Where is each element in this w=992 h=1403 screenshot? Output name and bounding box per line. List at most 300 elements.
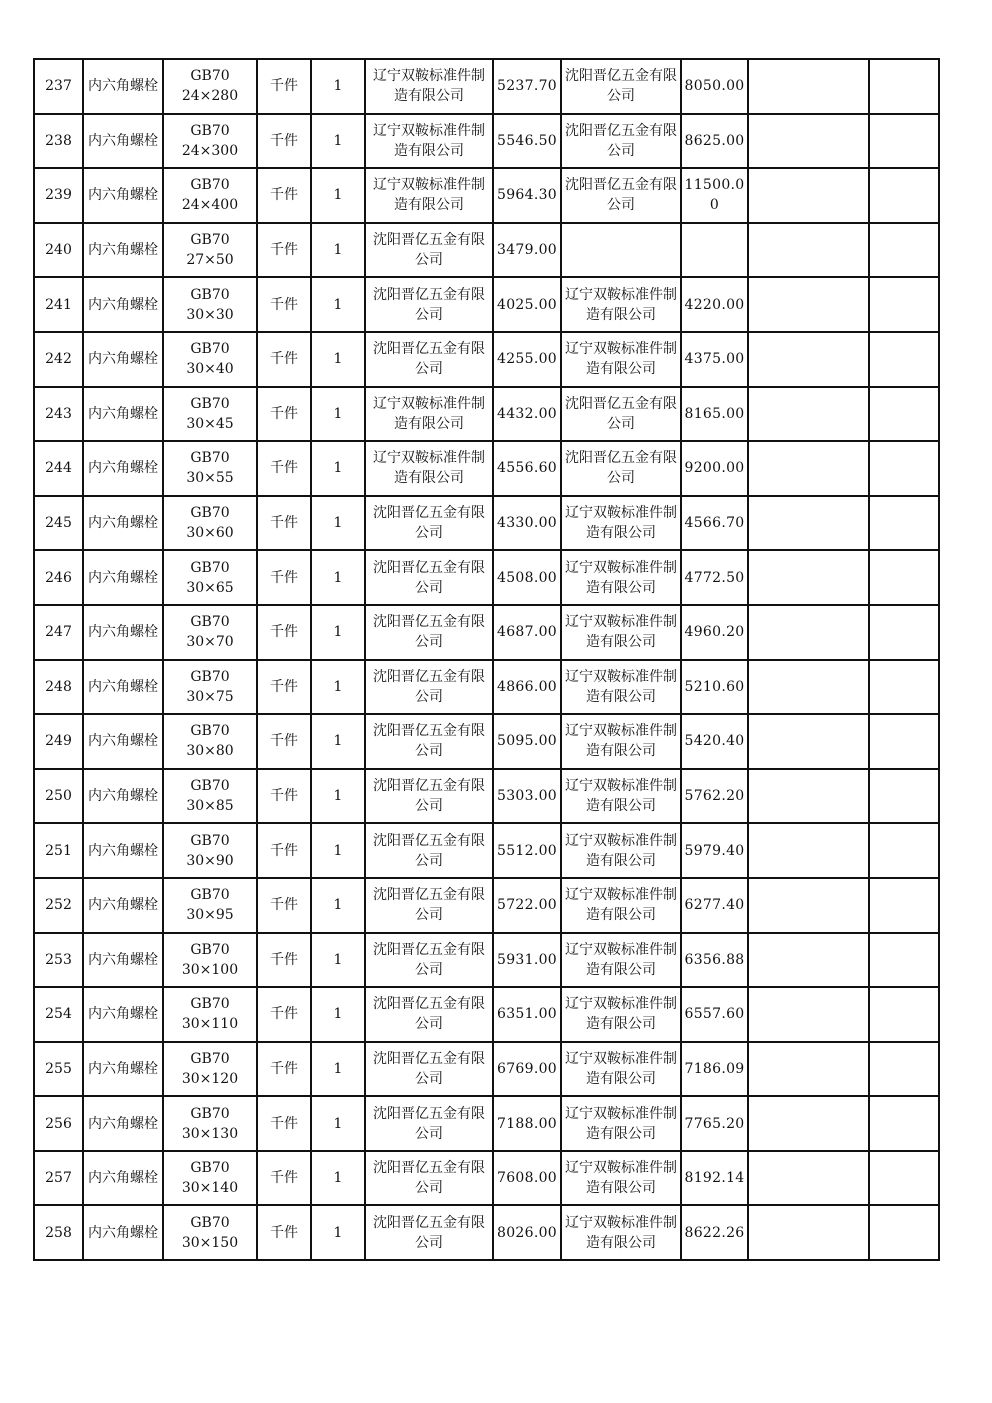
row-number-text: 257: [45, 1170, 72, 1187]
unit-cell: [257, 168, 311, 223]
supplier1-cell: [365, 496, 493, 551]
spec-standard: GB70: [190, 341, 230, 358]
price1-cell: [493, 660, 561, 715]
supplier1-cell: [365, 114, 493, 169]
quantity-text: 1: [333, 897, 343, 914]
row-number-cell: [34, 441, 83, 496]
item-name-cell: [83, 933, 163, 988]
blank-cell: [869, 114, 939, 169]
blank-cell: [869, 223, 939, 278]
item-name-cell: [83, 1042, 163, 1097]
row-number-text: 250: [45, 788, 72, 805]
spec-standard: GB70: [190, 177, 230, 194]
price2-cell: [681, 1205, 748, 1260]
price2-cell: [681, 769, 748, 824]
table-row: [34, 223, 939, 278]
item-name-text: 内六角螺栓: [88, 187, 158, 204]
unit-text: 千件: [270, 187, 298, 204]
blank-cell: [748, 769, 869, 824]
unit-cell: [257, 987, 311, 1042]
supplier2-cell: [561, 878, 681, 933]
price2-cell: [681, 441, 748, 496]
price1-cell: [493, 878, 561, 933]
item-name-cell: [83, 441, 163, 496]
spec-standard: GB70: [190, 887, 230, 904]
table-row: [34, 441, 939, 496]
supplier1-text: 沈阳晋亿五金有限公司: [373, 1050, 485, 1087]
blank-cell: [869, 441, 939, 496]
row-number-cell: [34, 550, 83, 605]
supplier2-text: 沈阳晋亿五金有限公司: [565, 68, 677, 105]
price2-text: 6277.40: [684, 897, 745, 914]
supplier1-text: 沈阳晋亿五金有限公司: [373, 996, 485, 1033]
spec-size: 30×60: [186, 525, 234, 542]
item-name-cell: [83, 660, 163, 715]
quantity-text: 1: [333, 951, 343, 968]
item-name-cell: [83, 223, 163, 278]
row-number-text: 254: [45, 1006, 72, 1023]
supplier2-text: 辽宁双鞍标准件制造有限公司: [565, 832, 677, 869]
blank-cell: [869, 823, 939, 878]
row-number-cell: [34, 769, 83, 824]
spec-cell: [163, 823, 257, 878]
quantity-cell: [311, 769, 365, 824]
price2-text: 4220.00: [684, 296, 745, 313]
price1-cell: [493, 496, 561, 551]
item-name-text: 内六角螺栓: [88, 733, 158, 750]
item-name-text: 内六角螺栓: [88, 569, 158, 586]
price1-text: 5964.30: [497, 187, 557, 204]
supplier2-cell: [561, 59, 681, 114]
table-row: [34, 660, 939, 715]
price2-text: 4772.50: [684, 569, 745, 586]
supplier2-text: 辽宁双鞍标准件制造有限公司: [565, 341, 677, 378]
price1-text: 4866.00: [497, 678, 557, 695]
blank-cell: [869, 550, 939, 605]
row-number-text: 258: [45, 1224, 72, 1241]
unit-cell: [257, 1042, 311, 1097]
blank-cell: [748, 114, 869, 169]
unit-cell: [257, 1151, 311, 1206]
supplier1-text: 沈阳晋亿五金有限公司: [373, 1214, 485, 1251]
spec-size: 24×400: [181, 197, 239, 214]
supplier1-text: 沈阳晋亿五金有限公司: [373, 1105, 485, 1142]
price2-cell: [681, 605, 748, 660]
table-row: [34, 59, 939, 114]
quantity-text: 1: [333, 460, 343, 477]
price2-cell: [681, 1151, 748, 1206]
item-name-text: 内六角螺栓: [88, 897, 158, 914]
blank-cell: [748, 59, 869, 114]
price1-text: 5303.00: [497, 788, 557, 805]
blank-cell: [748, 223, 869, 278]
blank-cell: [748, 714, 869, 769]
row-number-cell: [34, 878, 83, 933]
blank-cell: [748, 1096, 869, 1151]
table-row: [34, 987, 939, 1042]
quantity-cell: [311, 878, 365, 933]
item-name-text: 内六角螺栓: [88, 296, 158, 313]
item-name-text: 内六角螺栓: [88, 460, 158, 477]
price1-cell: [493, 332, 561, 387]
quantity-cell: [311, 823, 365, 878]
spec-standard: GB70: [190, 723, 230, 740]
spec-standard: GB70: [190, 1160, 230, 1177]
quantity-cell: [311, 550, 365, 605]
spec-standard: GB70: [190, 614, 230, 631]
unit-text: 千件: [270, 569, 298, 586]
supplier1-cell: [365, 332, 493, 387]
unit-text: 千件: [270, 1006, 298, 1023]
supplier2-cell: [561, 823, 681, 878]
price1-text: 4508.00: [497, 569, 557, 586]
quantity-cell: [311, 1096, 365, 1151]
item-name-cell: [83, 823, 163, 878]
blank-cell: [869, 59, 939, 114]
supplier2-cell: [561, 387, 681, 442]
supplier1-cell: [365, 277, 493, 332]
row-number-cell: [34, 59, 83, 114]
unit-text: 千件: [270, 1115, 298, 1132]
item-name-cell: [83, 496, 163, 551]
spec-cell: [163, 496, 257, 551]
price2-cell: [681, 168, 748, 223]
quantity-text: 1: [333, 1115, 343, 1132]
supplier1-cell: [365, 605, 493, 660]
table-row: [34, 496, 939, 551]
item-name-text: 内六角螺栓: [88, 351, 158, 368]
blank-cell: [748, 1042, 869, 1097]
spec-cell: [163, 332, 257, 387]
spec-size: 30×90: [186, 852, 234, 869]
blank-cell: [869, 769, 939, 824]
table-row: [34, 332, 939, 387]
unit-text: 千件: [270, 733, 298, 750]
unit-text: 千件: [270, 460, 298, 477]
spec-cell: [163, 660, 257, 715]
row-number-text: 247: [45, 624, 72, 641]
item-name-text: 内六角螺栓: [88, 132, 158, 149]
unit-text: 千件: [270, 242, 298, 259]
item-name-cell: [83, 59, 163, 114]
unit-cell: [257, 550, 311, 605]
item-name-cell: [83, 387, 163, 442]
spec-cell: [163, 1042, 257, 1097]
unit-text: 千件: [270, 1224, 298, 1241]
price1-cell: [493, 1151, 561, 1206]
supplier2-cell: [561, 933, 681, 988]
row-number-text: 241: [45, 296, 72, 313]
row-number-text: 248: [45, 678, 72, 695]
spec-cell: [163, 878, 257, 933]
spec-size: 30×80: [186, 743, 234, 760]
table-row: [34, 1151, 939, 1206]
item-name-cell: [83, 332, 163, 387]
price2-text: 5762.20: [684, 788, 745, 805]
unit-cell: [257, 1096, 311, 1151]
spec-size: 30×150: [181, 1234, 239, 1251]
unit-text: 千件: [270, 1060, 298, 1077]
price-comparison-table: [33, 58, 940, 1261]
supplier2-cell: [561, 114, 681, 169]
supplier1-text: 沈阳晋亿五金有限公司: [373, 887, 485, 924]
blank-cell: [869, 933, 939, 988]
unit-text: 千件: [270, 951, 298, 968]
price2-text: 5979.40: [684, 842, 745, 859]
spec-size: 30×75: [186, 688, 234, 705]
row-number-cell: [34, 1205, 83, 1260]
price2-text: 5420.40: [684, 733, 745, 750]
row-number-text: 256: [45, 1115, 72, 1132]
price1-cell: [493, 550, 561, 605]
unit-text: 千件: [270, 78, 298, 95]
blank-cell: [748, 387, 869, 442]
row-number-text: 238: [45, 132, 72, 149]
row-number-cell: [34, 223, 83, 278]
price1-cell: [493, 1205, 561, 1260]
supplier2-text: 辽宁双鞍标准件制造有限公司: [565, 668, 677, 705]
unit-cell: [257, 59, 311, 114]
blank-cell: [869, 387, 939, 442]
quantity-text: 1: [333, 132, 343, 149]
supplier2-text: 辽宁双鞍标准件制造有限公司: [565, 778, 677, 815]
supplier1-cell: [365, 1042, 493, 1097]
row-number-text: 239: [45, 187, 72, 204]
blank-cell: [748, 277, 869, 332]
unit-text: 千件: [270, 515, 298, 532]
item-name-text: 内六角螺栓: [88, 1006, 158, 1023]
quantity-cell: [311, 605, 365, 660]
item-name-text: 内六角螺栓: [88, 242, 158, 259]
spec-cell: [163, 1151, 257, 1206]
unit-text: 千件: [270, 296, 298, 313]
price2-cell: [681, 387, 748, 442]
unit-cell: [257, 823, 311, 878]
spec-cell: [163, 114, 257, 169]
row-number-cell: [34, 277, 83, 332]
item-name-text: 内六角螺栓: [88, 678, 158, 695]
table-row: [34, 1096, 939, 1151]
table-row: [34, 277, 939, 332]
unit-cell: [257, 114, 311, 169]
blank-cell: [748, 332, 869, 387]
supplier2-text: 辽宁双鞍标准件制造有限公司: [565, 614, 677, 651]
quantity-cell: [311, 59, 365, 114]
row-number-cell: [34, 987, 83, 1042]
supplier2-text: 辽宁双鞍标准件制造有限公司: [565, 887, 677, 924]
table-row: [34, 114, 939, 169]
blank-cell: [869, 1205, 939, 1260]
price2-cell: [681, 223, 748, 278]
quantity-text: 1: [333, 405, 343, 422]
quantity-text: 1: [333, 1224, 343, 1241]
price1-text: 7608.00: [497, 1170, 557, 1187]
price2-text: 7765.20: [684, 1115, 745, 1132]
blank-cell: [869, 660, 939, 715]
price2-text: 4375.00: [684, 351, 745, 368]
supplier2-cell: [561, 1205, 681, 1260]
blank-cell: [869, 168, 939, 223]
row-number-cell: [34, 660, 83, 715]
unit-cell: [257, 769, 311, 824]
spec-standard: GB70: [190, 778, 230, 795]
price1-cell: [493, 387, 561, 442]
price1-cell: [493, 769, 561, 824]
price1-cell: [493, 605, 561, 660]
supplier2-cell: [561, 660, 681, 715]
unit-text: 千件: [270, 351, 298, 368]
supplier1-text: 沈阳晋亿五金有限公司: [373, 832, 485, 869]
price2-cell: [681, 823, 748, 878]
price2-text: 8050.00: [684, 78, 745, 95]
quantity-cell: [311, 987, 365, 1042]
price2-cell: [681, 550, 748, 605]
unit-cell: [257, 441, 311, 496]
quantity-text: 1: [333, 733, 343, 750]
item-name-cell: [83, 605, 163, 660]
supplier2-cell: [561, 605, 681, 660]
supplier1-cell: [365, 660, 493, 715]
blank-cell: [869, 605, 939, 660]
quantity-text: 1: [333, 1170, 343, 1187]
quantity-text: 1: [333, 515, 343, 532]
row-number-cell: [34, 714, 83, 769]
unit-text: 千件: [270, 1170, 298, 1187]
supplier2-text: 辽宁双鞍标准件制造有限公司: [565, 941, 677, 978]
price2-cell: [681, 714, 748, 769]
quantity-text: 1: [333, 1006, 343, 1023]
row-number-cell: [34, 933, 83, 988]
supplier1-text: 辽宁双鞍标准件制造有限公司: [373, 177, 485, 214]
unit-text: 千件: [270, 132, 298, 149]
supplier1-text: 辽宁双鞍标准件制造有限公司: [373, 68, 485, 105]
supplier2-text: 沈阳晋亿五金有限公司: [565, 122, 677, 159]
supplier1-text: 沈阳晋亿五金有限公司: [373, 778, 485, 815]
price2-text: 4566.70: [684, 515, 745, 532]
quantity-text: 1: [333, 242, 343, 259]
supplier2-cell: [561, 1151, 681, 1206]
spec-standard: GB70: [190, 996, 230, 1013]
price1-text: 4687.00: [497, 624, 557, 641]
price1-text: 8026.00: [497, 1224, 557, 1241]
blank-cell: [869, 1151, 939, 1206]
price1-cell: [493, 441, 561, 496]
table-row: [34, 714, 939, 769]
supplier1-cell: [365, 1205, 493, 1260]
spec-size: 30×70: [186, 634, 234, 651]
blank-cell: [869, 496, 939, 551]
table-row: [34, 168, 939, 223]
item-name-text: 内六角螺栓: [88, 515, 158, 532]
price2-cell: [681, 933, 748, 988]
supplier2-cell: [561, 332, 681, 387]
blank-cell: [748, 660, 869, 715]
item-name-text: 内六角螺栓: [88, 405, 158, 422]
price1-text: 3479.00: [497, 242, 557, 259]
price1-cell: [493, 714, 561, 769]
price1-cell: [493, 1042, 561, 1097]
table-row: [34, 550, 939, 605]
supplier1-text: 辽宁双鞍标准件制造有限公司: [373, 450, 485, 487]
quantity-cell: [311, 714, 365, 769]
item-name-text: 内六角螺栓: [88, 1115, 158, 1132]
spec-cell: [163, 387, 257, 442]
spec-standard: GB70: [190, 941, 230, 958]
spec-cell: [163, 441, 257, 496]
spec-standard: GB70: [190, 1214, 230, 1231]
price1-text: 7188.00: [497, 1115, 557, 1132]
row-number-text: 253: [45, 951, 72, 968]
price1-cell: [493, 59, 561, 114]
price2-text: 8622.26: [684, 1224, 745, 1241]
unit-cell: [257, 223, 311, 278]
spec-standard: GB70: [190, 1105, 230, 1122]
quantity-cell: [311, 1151, 365, 1206]
supplier1-cell: [365, 878, 493, 933]
spec-standard: GB70: [190, 668, 230, 685]
supplier2-text: 辽宁双鞍标准件制造有限公司: [565, 723, 677, 760]
price1-cell: [493, 114, 561, 169]
spec-size: 30×120: [181, 1070, 239, 1087]
price1-cell: [493, 1096, 561, 1151]
supplier2-cell: [561, 550, 681, 605]
table-body: [34, 59, 939, 1260]
supplier1-cell: [365, 714, 493, 769]
supplier2-text: 辽宁双鞍标准件制造有限公司: [565, 1105, 677, 1142]
quantity-text: 1: [333, 351, 343, 368]
supplier2-cell: [561, 168, 681, 223]
quantity-text: 1: [333, 187, 343, 204]
blank-cell: [869, 878, 939, 933]
blank-cell: [748, 933, 869, 988]
spec-size: 24×280: [181, 88, 239, 105]
price1-text: 4432.00: [497, 405, 557, 422]
spec-cell: [163, 223, 257, 278]
supplier2-cell: [561, 496, 681, 551]
table-row: [34, 1205, 939, 1260]
spec-standard: GB70: [190, 232, 230, 249]
supplier1-cell: [365, 59, 493, 114]
spec-standard: GB70: [190, 832, 230, 849]
quantity-cell: [311, 660, 365, 715]
blank-cell: [748, 550, 869, 605]
quantity-cell: [311, 496, 365, 551]
spec-cell: [163, 59, 257, 114]
row-number-text: 243: [45, 405, 72, 422]
unit-cell: [257, 332, 311, 387]
supplier1-cell: [365, 987, 493, 1042]
price1-text: 5722.00: [497, 897, 557, 914]
item-name-cell: [83, 114, 163, 169]
item-name-cell: [83, 1096, 163, 1151]
price1-text: 4330.00: [497, 515, 557, 532]
row-number-cell: [34, 1096, 83, 1151]
supplier2-cell: [561, 277, 681, 332]
price2-text: 8625.00: [684, 132, 745, 149]
table-row: [34, 823, 939, 878]
price2-text: 6557.60: [684, 1006, 745, 1023]
price1-cell: [493, 933, 561, 988]
price2-cell: [681, 1096, 748, 1151]
item-name-cell: [83, 769, 163, 824]
quantity-text: 1: [333, 569, 343, 586]
supplier1-cell: [365, 441, 493, 496]
spec-cell: [163, 277, 257, 332]
quantity-text: 1: [333, 296, 343, 313]
price2-text: 8165.00: [684, 405, 745, 422]
price1-text: 5095.00: [497, 733, 557, 750]
spec-size: 30×85: [186, 798, 234, 815]
